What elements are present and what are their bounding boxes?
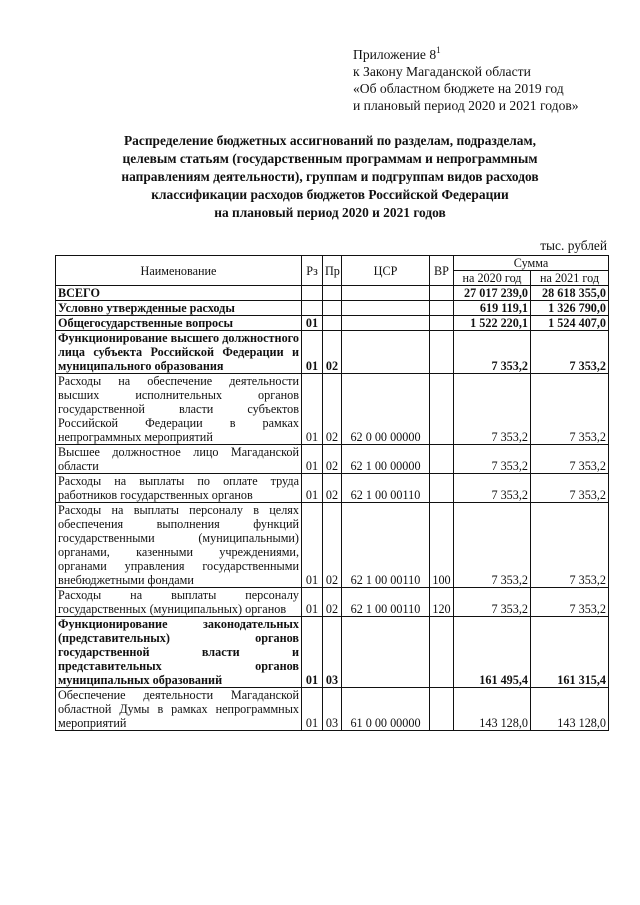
cell-pr: 02	[323, 503, 342, 588]
cell-vr: 120	[430, 588, 454, 617]
cell-name: Общегосударственные вопросы	[56, 316, 302, 331]
cell-y2020: 7 353,2	[454, 474, 531, 503]
table-row	[56, 503, 609, 588]
appendix-number: Приложение $8^1$	[353, 45, 441, 62]
cell-pr: 03	[323, 617, 342, 688]
table-row	[56, 316, 609, 331]
cell-csr: 62 1 00 00000	[342, 445, 430, 474]
cell-pr: 03	[323, 688, 342, 731]
cell-y2021: 7 353,2	[531, 374, 609, 445]
cell-rz: 01	[302, 474, 323, 503]
cell-vr	[430, 474, 454, 503]
header-name: Наименование	[56, 256, 302, 286]
cell-name: ВСЕГО	[56, 286, 302, 301]
cell-y2021: 161 315,4	[531, 617, 609, 688]
cell-rz: 01	[302, 688, 323, 731]
cell-vr	[430, 617, 454, 688]
cell-y2021: 7 353,2	[531, 588, 609, 617]
unit-label: тыс. рублей	[540, 238, 607, 253]
cell-csr	[342, 286, 430, 301]
cell-rz: 01	[302, 316, 323, 331]
cell-y2021: 7 353,2	[531, 474, 609, 503]
cell-rz	[302, 286, 323, 301]
cell-y2020: 7 353,2	[454, 331, 531, 374]
cell-vr	[430, 331, 454, 374]
table-row	[56, 474, 609, 503]
cell-csr: 62 1 00 00110	[342, 474, 430, 503]
cell-csr	[342, 316, 430, 331]
cell-rz: 01	[302, 588, 323, 617]
table-row	[56, 445, 609, 474]
cell-y2021: 1 524 407,0	[531, 316, 609, 331]
cell-csr	[342, 617, 430, 688]
cell-name: Расходы на выплаты персоналу в целях обеспечения выполнения функций государственными (муниципальными) органами, казенными учреждениями, органами управления государственными внебюджетными фондами	[56, 503, 302, 588]
table-row	[56, 301, 609, 316]
cell-name: Функционирование высшего должностного лица субъекта Российской Федерации и муниципального образования	[56, 331, 302, 374]
header-pr: Пр	[323, 256, 342, 286]
cell-y2020: 1 522 220,1	[454, 316, 531, 331]
header-2021: на 2021 год	[531, 271, 609, 286]
document-title: Распределение бюджетных ассигнований по разделам, подразделам, целевым статьям (государственным программам и непрограммным направлениям деятельности), группам и подгруппам видов расходов классификации расходов бюджетов Российской Федерации на плановый период 2020 и 2021 годов	[121, 133, 539, 220]
cell-vr	[430, 374, 454, 445]
cell-pr	[323, 316, 342, 331]
cell-pr: 02	[323, 445, 342, 474]
cell-vr	[430, 316, 454, 331]
table-row	[56, 374, 609, 445]
cell-vr	[430, 286, 454, 301]
table-row	[56, 617, 609, 688]
appendix-law-title: «Об областном бюджете на 2019 год	[353, 81, 564, 96]
cell-csr	[342, 301, 430, 316]
header-vr: ВР	[430, 256, 454, 286]
cell-name: Обеспечение деятельности Магаданской областной Думы в рамках непрограммных мероприятий	[56, 688, 302, 731]
table-header-row	[56, 256, 609, 271]
cell-name: Условно утвержденные расходы	[56, 301, 302, 316]
table-row	[56, 588, 609, 617]
cell-vr	[430, 445, 454, 474]
cell-name: Расходы на выплаты персоналу государственных (муниципальных) органов	[56, 588, 302, 617]
cell-y2021: 7 353,2	[531, 331, 609, 374]
header-rz: Рз	[302, 256, 323, 286]
table-row	[56, 286, 609, 301]
cell-rz: 01	[302, 617, 323, 688]
cell-rz: 01	[302, 374, 323, 445]
cell-y2020: 7 353,2	[454, 445, 531, 474]
cell-pr: 02	[323, 474, 342, 503]
cell-y2021: 143 128,0	[531, 688, 609, 731]
cell-pr	[323, 301, 342, 316]
cell-y2020: 161 495,4	[454, 617, 531, 688]
budget-table	[55, 255, 609, 731]
header-2020: на 2020 год	[454, 271, 531, 286]
table-row	[56, 331, 609, 374]
cell-vr	[430, 688, 454, 731]
table-row	[56, 688, 609, 731]
cell-y2020: 619 119,1	[454, 301, 531, 316]
cell-pr	[323, 286, 342, 301]
cell-name: Расходы на обеспечение деятельности высших исполнительных органов государственной власти субъектов Российской Федерации в рамках непрограммных мероприятий	[56, 374, 302, 445]
cell-y2021: 7 353,2	[531, 445, 609, 474]
cell-y2020: 7 353,2	[454, 588, 531, 617]
cell-rz: 01	[302, 331, 323, 374]
cell-pr: 02	[323, 588, 342, 617]
cell-y2020: 27 017 239,0	[454, 286, 531, 301]
header-sum: Сумма	[454, 256, 609, 271]
cell-csr: 62 1 00 00110	[342, 588, 430, 617]
cell-csr: 62 1 00 00110	[342, 503, 430, 588]
cell-name: Расходы на выплаты по оплате труда работников государственных органов	[56, 474, 302, 503]
header-csr: ЦСР	[342, 256, 430, 286]
cell-y2020: 143 128,0	[454, 688, 531, 731]
cell-y2020: 7 353,2	[454, 503, 531, 588]
cell-name: Высшее должностное лицо Магаданской области	[56, 445, 302, 474]
cell-csr: 61 0 00 00000	[342, 688, 430, 731]
cell-vr: 100	[430, 503, 454, 588]
appendix-header	[353, 42, 633, 114]
cell-csr: 62 0 00 00000	[342, 374, 430, 445]
cell-y2021: 28 618 355,0	[531, 286, 609, 301]
appendix-law-line: к Закону Магаданской области	[353, 64, 531, 79]
cell-y2021: 1 326 790,0	[531, 301, 609, 316]
cell-pr: 02	[323, 331, 342, 374]
cell-y2020: 7 353,2	[454, 374, 531, 445]
cell-name: Функционирование законодательных (представительных) органов государственной власти и представительных органов муниципальных образований	[56, 617, 302, 688]
cell-csr	[342, 331, 430, 374]
cell-rz	[302, 301, 323, 316]
cell-pr: 02	[323, 374, 342, 445]
cell-y2021: 7 353,2	[531, 503, 609, 588]
appendix-law-period: и плановый период 2020 и 2021 годов»	[353, 98, 579, 113]
cell-rz: 01	[302, 503, 323, 588]
cell-vr	[430, 301, 454, 316]
cell-rz: 01	[302, 445, 323, 474]
